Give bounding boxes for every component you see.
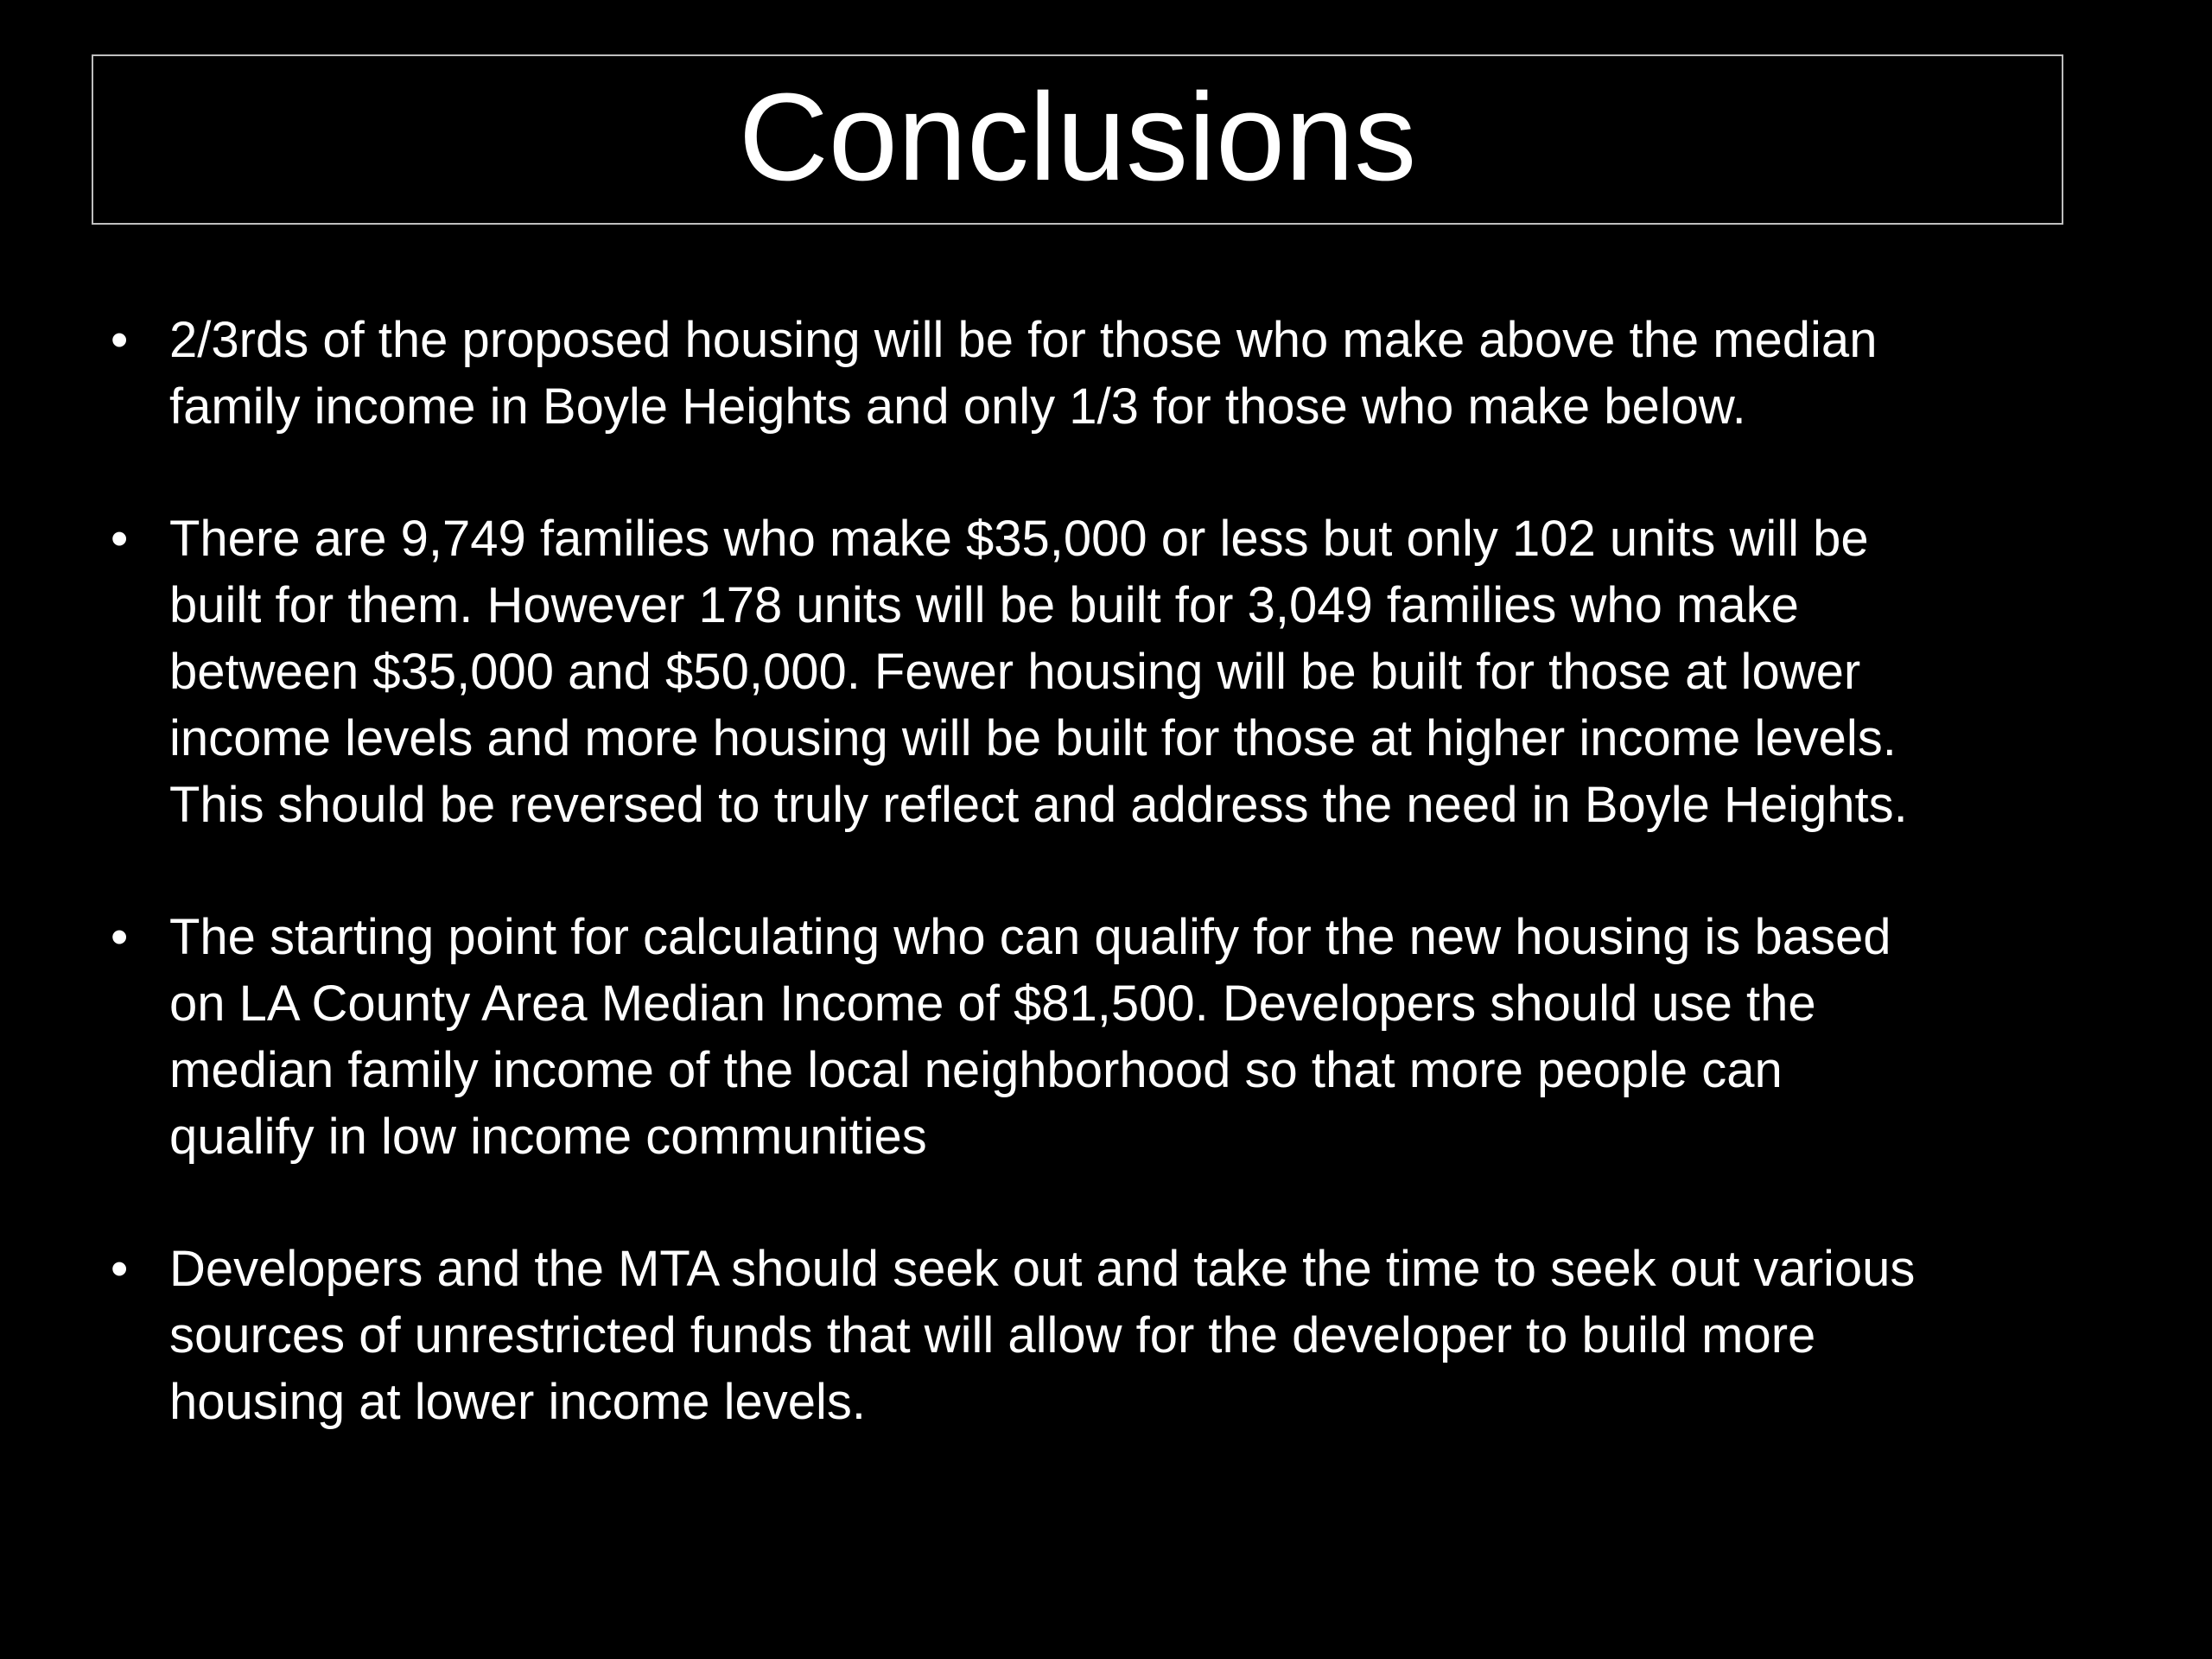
bullet-text: 2/3rds of the proposed housing will be for those who make above the median family income in Boyle Heights and only 1/3 for those who make below. xyxy=(169,312,1878,435)
bullet-icon: • xyxy=(111,909,129,965)
bullet-icon: • xyxy=(111,1241,129,1297)
bullet-item-3 xyxy=(105,904,2119,1170)
title-box xyxy=(92,54,2063,225)
bullet-item-2 xyxy=(105,505,2119,838)
bullet-text: The starting point for calculating who can qualify for the new housing is based on LA County Area Median Income of $81,500. Developers should use the median family income of the local neighborhood so that more people can qualify in low income communities xyxy=(169,909,1891,1165)
bullet-icon: • xyxy=(111,511,129,567)
bullet-text: There are 9,749 families who make $35,000 or less but only 102 units will be built for them. However 178 units will be built for 3,049 families who make between $35,000 and $50,000. Fewer housing will be built for those at lower income levels and more housing will be built for those at higher income levels. This should be reversed to truly reflect and address the need in Boyle Heights. xyxy=(169,511,1908,833)
bullet-list xyxy=(105,307,2119,1501)
bullet-icon: • xyxy=(111,312,129,368)
bullet-item-1 xyxy=(105,307,2119,440)
slide-title: Conclusions xyxy=(738,67,1417,207)
bullet-item-4 xyxy=(105,1236,2119,1435)
bullet-text: Developers and the MTA should seek out and take the time to seek out various sources of unrestricted funds that will allow for the developer to build more housing at lower income levels. xyxy=(169,1241,1916,1430)
